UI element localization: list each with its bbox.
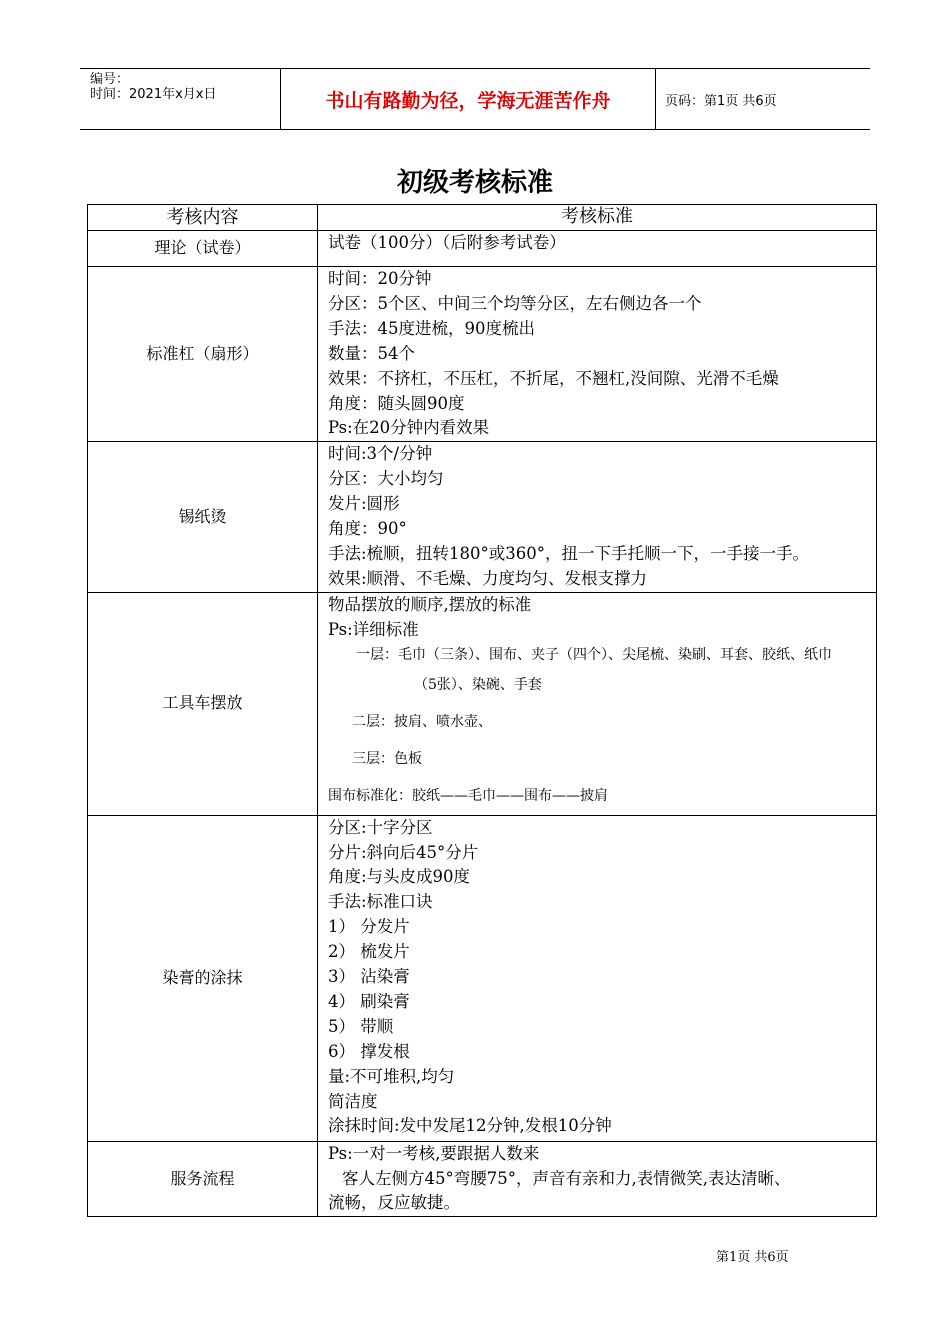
table-row [88,267,877,442]
standard-line: 三层：色板 [352,750,422,767]
standard-line: 分区：大小均匀 [328,469,444,489]
standard-line: 效果:顺滑、不毛燥、力度均匀、发根支撑力 [328,568,648,588]
table-row [88,1141,877,1217]
standard-line: 数量：54个 [328,343,415,363]
standard-line: 分片:斜向后45°分片 [328,842,479,862]
page-footer: 第1页 共6页 [716,1250,789,1265]
row-item: 锡纸烫 [88,442,318,592]
standard-line: 分区：5个区、中间三个均等分区，左右侧边各一个 [328,293,702,313]
standard-line: 角度：随头圆90度 [328,393,465,413]
header-meta [80,69,281,129]
standard-line: Ps:在20分钟内看效果 [328,418,490,438]
row-standard [318,267,877,442]
time-label: 时间：2021年x月x日 [90,87,217,102]
standard-line: Ps:一对一考核,要跟据人数来 [328,1143,540,1163]
standard-line: 涂抹时间:发中发尾12分钟,发根10分钟 [328,1116,612,1136]
row-item: 理论（试卷） [88,231,318,267]
standard-line: 6） 撑发根 [328,1041,410,1061]
standard-line: 围布标准化：胶纸——毛巾——围布——披肩 [328,787,608,804]
row-standard [318,1141,877,1217]
table-header-row [88,205,877,231]
header-page-code: 页码：第1页 共6页 [665,93,777,109]
column-header-standard: 考核标准 [318,205,877,231]
standard-line: 流畅，反应敏捷。 [328,1193,460,1213]
standard-line: 发片:圆形 [328,494,400,514]
standard-line: 手法:标准口诀 [328,892,433,912]
standard-line: 手法：45度进梳，90度梳出 [328,318,535,338]
row-standard [318,231,877,267]
standard-line: 量:不可堆积,均匀 [328,1066,455,1086]
standards-table [87,204,877,1217]
standard-line: 二层：披肩、喷水壶、 [352,713,492,730]
standard-line: 一层：毛巾（三条）、围布、夹子（四个）、尖尾梳、染刷、耳套、胶纸、纸巾 [356,646,832,663]
table-row [88,442,877,592]
standard-line: 角度：90° [328,519,407,539]
standard-line: 简洁度 [328,1091,378,1111]
standard-line: 分区:十字分区 [328,817,433,837]
standard-line: 3） 沾染膏 [328,967,410,987]
standard-line: 物品摆放的顺序,摆放的标准 [328,594,532,614]
number-label: 编号： [90,72,130,87]
row-standard [318,592,877,815]
standard-line: 时间：20分钟 [328,269,432,288]
row-item: 工具车摆放 [88,592,318,815]
column-header-content: 考核内容 [88,205,318,231]
standard-line: 角度:与头皮成90度 [328,867,471,887]
standard-line: 试卷（100分）（后附参考试卷） [328,233,566,252]
row-standard [318,815,877,1141]
row-standard [318,442,877,592]
document-title: 初级考核标准 [396,168,553,198]
standard-line: Ps:详细标准 [328,619,419,639]
standard-line: 客人左侧方45°弯腰75°，声音有亲和力,表情微笑,表达清晰、 [342,1168,791,1188]
header-motto: 书山有路勤为径，学海无涯苦作舟 [281,69,656,129]
standard-line: 效果：不挤杠，不压杠，不折尾，不翘杠,没间隙、光滑不毛燥 [328,368,779,388]
standard-line: 1） 分发片 [328,917,410,937]
standard-line: 4） 刷染膏 [328,991,410,1011]
table-row [88,815,877,1141]
standard-line: 5） 带顺 [328,1016,394,1036]
standard-line: 手法:梳顺，扭转180°或360°，扭一下手托顺一下，一手接一手。 [328,543,810,563]
table-row [88,231,877,267]
standard-line: （5张）、染碗、手套 [414,676,542,693]
standard-line: 2） 梳发片 [328,942,410,962]
standard-line: 时间:3个/分钟 [328,444,433,464]
row-item: 染膏的涂抹 [88,815,318,1141]
row-item: 服务流程 [88,1141,318,1217]
table-row [88,592,877,815]
document-header [80,68,870,130]
row-item: 标准杠（扇形） [88,267,318,442]
